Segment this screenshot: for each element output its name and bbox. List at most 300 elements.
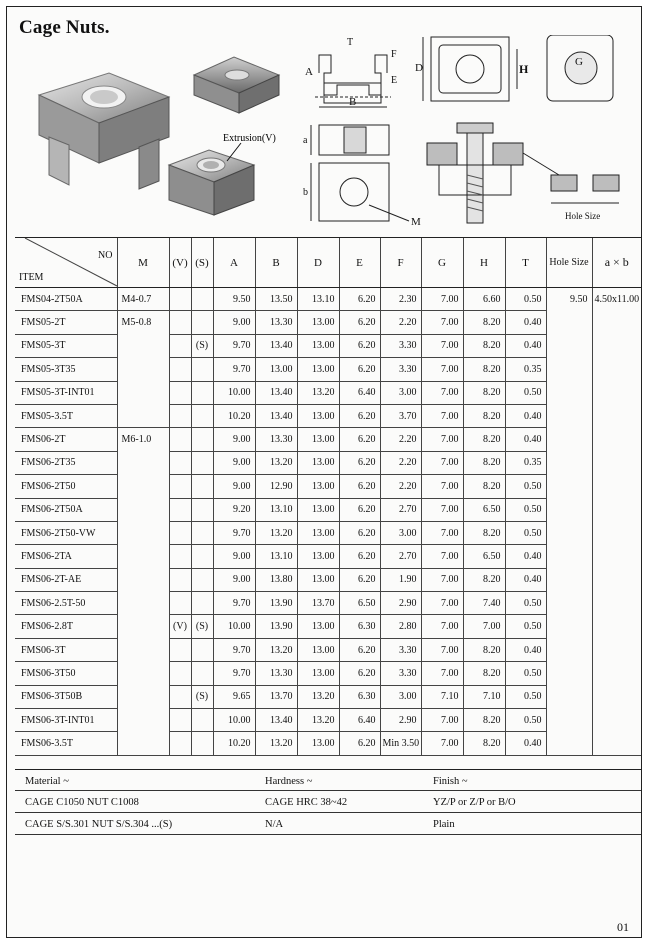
dim-b-cell: 13.40 <box>255 334 297 357</box>
dim-a-cell: 10.00 <box>213 709 255 732</box>
dim-d-cell: 13.20 <box>297 709 339 732</box>
dim-e-cell: 6.20 <box>339 311 380 334</box>
axb-cell <box>592 732 641 755</box>
dim-f-cell: Min 3.50 <box>380 732 421 755</box>
table-row <box>15 381 641 404</box>
thread-size-cell: M4-0.7 <box>117 288 169 311</box>
thread-view-drawing <box>547 35 613 101</box>
dim-g-cell: 7.00 <box>421 475 463 498</box>
dim-h-cell: 7.40 <box>463 592 505 615</box>
dim-g-cell: 7.00 <box>421 521 463 544</box>
item-cell: FMS06-3T50B <box>15 685 117 708</box>
cage-clip-render <box>194 57 279 113</box>
dim-e-cell: 6.20 <box>339 568 380 591</box>
dim-d-cell: 13.00 <box>297 311 339 334</box>
dim-b-small-label: b <box>303 187 308 198</box>
dim-a-cell: 10.20 <box>213 732 255 755</box>
axb-cell <box>592 638 641 661</box>
dim-f-cell: 3.30 <box>380 358 421 381</box>
dim-h-label: H <box>519 62 529 76</box>
hole-size-cell <box>546 311 592 334</box>
dim-b-cell: 13.10 <box>255 545 297 568</box>
dim-d-cell: 13.00 <box>297 451 339 474</box>
stainless-cell <box>191 428 213 451</box>
extrusion-label: Extrusion(V) <box>223 133 276 144</box>
dim-g-cell: 7.00 <box>421 732 463 755</box>
dim-e-cell: 6.20 <box>339 521 380 544</box>
dim-b-cell: 13.30 <box>255 662 297 685</box>
dim-d-cell: 13.00 <box>297 615 339 638</box>
item-cell: FMS05-3T <box>15 334 117 357</box>
dim-a-cell: 9.70 <box>213 662 255 685</box>
table-row <box>15 545 641 568</box>
dim-a-cell: 10.00 <box>213 615 255 638</box>
dim-t-cell: 0.50 <box>505 592 546 615</box>
dim-a-cell: 10.20 <box>213 404 255 427</box>
hardness-value: N/A <box>265 819 284 830</box>
material-value: CAGE C1050 NUT C1008 <box>25 797 139 808</box>
stainless-cell <box>191 381 213 404</box>
hole-size-cell <box>546 381 592 404</box>
thread-size-cell <box>117 568 169 591</box>
hole-size-cell <box>546 638 592 661</box>
extrusion-cell <box>169 732 191 755</box>
dim-f-cell: 3.30 <box>380 662 421 685</box>
dim-h-cell: 6.60 <box>463 288 505 311</box>
thread-size-cell <box>117 685 169 708</box>
material-header: Material ~ <box>25 776 69 787</box>
dim-e-cell: 6.20 <box>339 638 380 661</box>
dim-b-cell: 13.20 <box>255 451 297 474</box>
hole-size-cell <box>546 521 592 544</box>
extrusion-cell <box>169 381 191 404</box>
item-cell: FMS06-3T <box>15 638 117 661</box>
stainless-cell: (S) <box>191 334 213 357</box>
table-row <box>15 451 641 474</box>
stainless-cell <box>191 568 213 591</box>
table-header-row <box>15 238 641 288</box>
dim-b-cell: 12.90 <box>255 475 297 498</box>
header-f: F <box>380 238 421 288</box>
dim-e-cell: 6.20 <box>339 288 380 311</box>
dim-a-cell: 9.00 <box>213 545 255 568</box>
dim-d-cell: 13.00 <box>297 404 339 427</box>
axb-cell <box>592 592 641 615</box>
extrusion-cell <box>169 685 191 708</box>
dim-f-cell: 2.20 <box>380 311 421 334</box>
hole-size-cell <box>546 685 592 708</box>
axb-cell <box>592 311 641 334</box>
dim-h-cell: 7.10 <box>463 685 505 708</box>
dim-t-cell: 0.40 <box>505 638 546 661</box>
dim-b-cell: 13.30 <box>255 311 297 334</box>
dim-a-cell: 9.00 <box>213 311 255 334</box>
dim-d-cell: 13.00 <box>297 545 339 568</box>
extrusion-cell <box>169 334 191 357</box>
stainless-cell <box>191 475 213 498</box>
header-m: M <box>117 238 169 288</box>
extrusion-cell <box>169 358 191 381</box>
hole-size-cell <box>546 592 592 615</box>
item-cell: FMS06-2TA <box>15 545 117 568</box>
dim-f-cell: 3.00 <box>380 685 421 708</box>
dim-d-cell: 13.00 <box>297 358 339 381</box>
dim-f-cell: 2.30 <box>380 288 421 311</box>
dim-e-cell: 6.40 <box>339 381 380 404</box>
dim-b-cell: 13.90 <box>255 615 297 638</box>
header-t: T <box>505 238 546 288</box>
hole-size-cell <box>546 709 592 732</box>
thread-size-cell: M6-1.0 <box>117 428 169 451</box>
item-cell: FMS06-2.5T-50 <box>15 592 117 615</box>
extrusion-cell <box>169 592 191 615</box>
stainless-cell: (S) <box>191 685 213 708</box>
installed-cross-section <box>427 123 559 223</box>
dim-t-cell: 0.35 <box>505 451 546 474</box>
dim-t-label: T <box>347 37 354 48</box>
dim-f-cell: 3.00 <box>380 521 421 544</box>
thread-size-cell <box>117 404 169 427</box>
hole-size-cell <box>546 568 592 591</box>
dim-f-cell: 2.90 <box>380 709 421 732</box>
table-row <box>15 404 641 427</box>
item-cell: FMS06-3T-INT01 <box>15 709 117 732</box>
dim-d-cell: 13.00 <box>297 732 339 755</box>
dim-f-cell: 3.00 <box>380 381 421 404</box>
table-row <box>15 685 641 708</box>
axb-cell <box>592 381 641 404</box>
axb-cell <box>592 615 641 638</box>
dim-t-cell: 0.50 <box>505 615 546 638</box>
dim-b-cell: 13.70 <box>255 685 297 708</box>
dim-e-cell: 6.20 <box>339 732 380 755</box>
dim-f-cell: 3.30 <box>380 334 421 357</box>
hole-size-label: Hole Size <box>565 211 601 221</box>
dim-e-cell: 6.20 <box>339 662 380 685</box>
side-profile-drawing <box>305 37 397 108</box>
dim-t-cell: 0.40 <box>505 428 546 451</box>
hole-size-cell <box>546 545 592 568</box>
table-row <box>15 709 641 732</box>
extrusion-cell <box>169 662 191 685</box>
dim-b-cell: 13.20 <box>255 521 297 544</box>
stainless-cell <box>191 732 213 755</box>
hole-size-cell <box>546 334 592 357</box>
item-cell: FMS06-2T50A <box>15 498 117 521</box>
dim-t-cell: 0.50 <box>505 662 546 685</box>
header-no: NO <box>98 250 113 261</box>
thread-size-cell <box>117 592 169 615</box>
dim-h-cell: 8.20 <box>463 638 505 661</box>
dim-e-cell: 6.20 <box>339 451 380 474</box>
stainless-cell <box>191 638 213 661</box>
item-cell: FMS06-3.5T <box>15 732 117 755</box>
extrusion-cell <box>169 638 191 661</box>
dim-d-cell: 13.00 <box>297 521 339 544</box>
dim-b-cell: 13.50 <box>255 288 297 311</box>
item-cell: FMS06-2T35 <box>15 451 117 474</box>
header-e: E <box>339 238 380 288</box>
dim-h-cell: 6.50 <box>463 498 505 521</box>
item-cell: FMS06-2T50 <box>15 475 117 498</box>
dim-b-cell: 13.10 <box>255 498 297 521</box>
dim-g-cell: 7.10 <box>421 685 463 708</box>
thread-size-cell <box>117 334 169 357</box>
dim-t-cell: 0.35 <box>505 358 546 381</box>
top-view-drawing <box>415 37 529 101</box>
header-b: B <box>255 238 297 288</box>
dim-t-cell: 0.40 <box>505 545 546 568</box>
stainless-cell <box>191 709 213 732</box>
finish-value: YZ/P or Z/P or B/O <box>433 797 516 808</box>
hole-size-cell <box>546 428 592 451</box>
dim-h-cell: 7.00 <box>463 615 505 638</box>
specification-table-body <box>15 288 641 756</box>
table-row <box>15 428 641 451</box>
dim-f-label: F <box>391 49 397 60</box>
dim-h-cell: 8.20 <box>463 428 505 451</box>
item-cell: FMS06-3T50 <box>15 662 117 685</box>
dim-a-cell: 9.50 <box>213 288 255 311</box>
dim-h-cell: 8.20 <box>463 451 505 474</box>
dim-b-cell: 13.90 <box>255 592 297 615</box>
extrusion-cell <box>169 521 191 544</box>
dim-d-cell: 13.00 <box>297 568 339 591</box>
stainless-cell <box>191 545 213 568</box>
page-number: 01 <box>617 920 629 934</box>
cage-nut-render-large <box>39 73 169 189</box>
dim-f-cell: 2.20 <box>380 428 421 451</box>
dim-d-cell: 13.00 <box>297 638 339 661</box>
dim-d-cell: 13.20 <box>297 381 339 404</box>
stainless-cell <box>191 311 213 334</box>
header-s: (S) <box>191 238 213 288</box>
dim-t-cell: 0.50 <box>505 381 546 404</box>
stainless-cell <box>191 662 213 685</box>
table-row <box>15 638 641 661</box>
stainless-cell <box>191 592 213 615</box>
dim-a-cell: 9.70 <box>213 638 255 661</box>
dim-e-cell: 6.20 <box>339 404 380 427</box>
axb-cell: 4.50x11.00 <box>592 288 641 311</box>
hardness-value: CAGE HRC 38~42 <box>265 797 348 808</box>
dim-g-cell: 7.00 <box>421 568 463 591</box>
extrusion-cell <box>169 568 191 591</box>
hole-size-cell <box>546 615 592 638</box>
dim-a-cell: 9.70 <box>213 592 255 615</box>
stainless-cell <box>191 451 213 474</box>
dim-e-cell: 6.50 <box>339 592 380 615</box>
dim-a-cell: 10.00 <box>213 381 255 404</box>
dim-g-cell: 7.00 <box>421 381 463 404</box>
dim-d-cell: 13.00 <box>297 662 339 685</box>
extrusion-cell <box>169 288 191 311</box>
specification-table <box>15 237 641 756</box>
stainless-cell <box>191 288 213 311</box>
dim-g-label: G <box>575 56 583 68</box>
dim-d-cell: 13.00 <box>297 334 339 357</box>
thread-size-cell <box>117 615 169 638</box>
table-row <box>15 568 641 591</box>
dim-g-cell: 7.00 <box>421 615 463 638</box>
dim-e-cell: 6.30 <box>339 685 380 708</box>
axb-cell <box>592 475 641 498</box>
dim-f-cell: 2.70 <box>380 545 421 568</box>
dim-g-cell: 7.00 <box>421 358 463 381</box>
thread-size-cell <box>117 662 169 685</box>
table-row <box>15 521 641 544</box>
dim-e-cell: 6.40 <box>339 709 380 732</box>
header-hole-size: Hole Size <box>546 238 592 288</box>
thread-size-cell <box>117 732 169 755</box>
dim-f-cell: 2.70 <box>380 498 421 521</box>
dim-e-cell: 6.30 <box>339 615 380 638</box>
dim-b-cell: 13.80 <box>255 568 297 591</box>
axb-cell <box>592 498 641 521</box>
dim-g-cell: 7.00 <box>421 451 463 474</box>
item-cell: FMS05-3T35 <box>15 358 117 381</box>
dim-b-label: B <box>349 96 357 108</box>
hole-size-cell: 9.50 <box>546 288 592 311</box>
dim-g-cell: 7.00 <box>421 545 463 568</box>
dim-d-cell: 13.70 <box>297 592 339 615</box>
extrusion-cell <box>169 311 191 334</box>
hole-size-cell <box>546 498 592 521</box>
dim-f-cell: 3.30 <box>380 638 421 661</box>
finish-header: Finish ~ <box>433 776 468 787</box>
dim-b-cell: 13.40 <box>255 381 297 404</box>
item-cell: FMS06-2T <box>15 428 117 451</box>
table-row <box>15 311 641 334</box>
dim-g-cell: 7.00 <box>421 334 463 357</box>
dim-g-cell: 7.00 <box>421 404 463 427</box>
finish-value: Plain <box>433 819 455 830</box>
dim-a-cell: 9.70 <box>213 358 255 381</box>
dim-f-cell: 2.80 <box>380 615 421 638</box>
table-row <box>15 334 641 357</box>
axb-cell <box>592 358 641 381</box>
dim-e-cell: 6.20 <box>339 358 380 381</box>
axb-cell <box>592 334 641 357</box>
extrusion-cell <box>169 451 191 474</box>
dim-d-cell: 13.20 <box>297 685 339 708</box>
header-v: (V) <box>169 238 191 288</box>
header-d: D <box>297 238 339 288</box>
axb-cell <box>592 709 641 732</box>
dim-g-cell: 7.00 <box>421 638 463 661</box>
thread-size-cell <box>117 638 169 661</box>
dim-b-cell: 13.40 <box>255 709 297 732</box>
dim-a-small-label: a <box>303 135 308 146</box>
dim-h-cell: 8.20 <box>463 334 505 357</box>
dim-t-cell: 0.50 <box>505 288 546 311</box>
dim-h-cell: 8.20 <box>463 709 505 732</box>
item-cell: FMS05-2T <box>15 311 117 334</box>
hole-size-cell <box>546 358 592 381</box>
dim-b-cell: 13.30 <box>255 428 297 451</box>
dim-g-cell: 7.00 <box>421 709 463 732</box>
dim-g-cell: 7.00 <box>421 288 463 311</box>
stainless-cell: (S) <box>191 615 213 638</box>
table-row <box>15 592 641 615</box>
dim-d-label: D <box>415 62 423 74</box>
dim-h-cell: 8.20 <box>463 381 505 404</box>
material-row-stainless <box>15 813 641 835</box>
axb-cell <box>592 451 641 474</box>
item-cell: FMS06-2T-AE <box>15 568 117 591</box>
dim-a-cell: 9.70 <box>213 334 255 357</box>
side-ab-drawing <box>303 125 421 228</box>
dim-g-cell: 7.00 <box>421 498 463 521</box>
hole-size-drawing <box>551 175 619 221</box>
catalog-page <box>6 6 642 938</box>
table-row <box>15 732 641 755</box>
dim-h-cell: 6.50 <box>463 545 505 568</box>
axb-cell <box>592 685 641 708</box>
material-table <box>15 769 641 835</box>
dim-a-cell: 9.20 <box>213 498 255 521</box>
dim-e-cell: 6.20 <box>339 498 380 521</box>
dim-f-cell: 3.70 <box>380 404 421 427</box>
hole-size-cell <box>546 662 592 685</box>
dim-e-cell: 6.20 <box>339 545 380 568</box>
dim-b-cell: 13.20 <box>255 732 297 755</box>
table-row <box>15 358 641 381</box>
item-cell: FMS05-3T-INT01 <box>15 381 117 404</box>
header-g: G <box>421 238 463 288</box>
dim-g-cell: 7.00 <box>421 662 463 685</box>
thread-size-cell <box>117 498 169 521</box>
header-no-item <box>15 238 117 288</box>
dim-t-cell: 0.40 <box>505 568 546 591</box>
hole-size-cell <box>546 451 592 474</box>
header-axb: a × b <box>592 238 641 288</box>
extrusion-cell <box>169 498 191 521</box>
dim-d-cell: 13.10 <box>297 288 339 311</box>
dim-t-cell: 0.40 <box>505 732 546 755</box>
table-row <box>15 662 641 685</box>
dim-h-cell: 8.20 <box>463 358 505 381</box>
table-row <box>15 498 641 521</box>
stainless-cell <box>191 404 213 427</box>
table-row <box>15 288 641 311</box>
dim-t-cell: 0.40 <box>505 311 546 334</box>
dim-f-cell: 2.20 <box>380 475 421 498</box>
dim-t-cell: 0.40 <box>505 334 546 357</box>
header-item: ITEM <box>19 272 44 283</box>
dim-a-cell: 9.00 <box>213 475 255 498</box>
axb-cell <box>592 545 641 568</box>
extrusion-version-render <box>169 133 276 215</box>
dim-a-label: A <box>305 66 313 78</box>
thread-size-cell <box>117 709 169 732</box>
item-cell: FMS04-2T50A <box>15 288 117 311</box>
hole-size-cell <box>546 404 592 427</box>
dim-e-cell: 6.20 <box>339 428 380 451</box>
material-header-row <box>15 769 641 791</box>
material-row-steel <box>15 791 641 813</box>
dim-b-cell: 13.20 <box>255 638 297 661</box>
dim-a-cell: 9.70 <box>213 521 255 544</box>
dim-h-cell: 8.20 <box>463 475 505 498</box>
dim-e-label: E <box>391 75 398 86</box>
dim-m-label: M <box>411 216 421 228</box>
dim-h-cell: 8.20 <box>463 662 505 685</box>
dim-e-cell: 6.20 <box>339 334 380 357</box>
dim-h-cell: 8.20 <box>463 521 505 544</box>
extrusion-cell <box>169 475 191 498</box>
thread-size-cell <box>117 451 169 474</box>
